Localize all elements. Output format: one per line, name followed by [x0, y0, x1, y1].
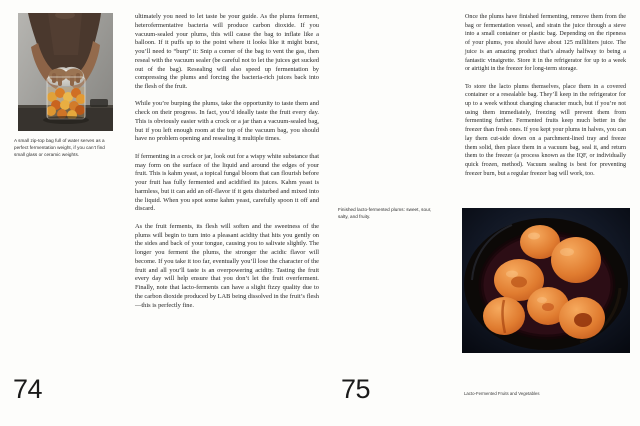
- left-photo-caption: A small zip-top bag full of water serves as a perfect fermentation weight, if you can’t find small glass or ceramic weights.: [14, 138, 105, 158]
- fermentation-weight-photo: [18, 13, 113, 131]
- running-footer: Lacto-Fermented Fruits and Vegetables: [464, 391, 540, 396]
- lacto-plums-photo-art: [462, 208, 630, 353]
- lacto-plums-photo: [462, 208, 630, 353]
- body-paragraph: If fermenting in a crock or jar, look out for a wispy white substance that may form on the surface of the liquid and around the edges of your fruit. This is kahm yeast, a topical fungal bloom that can flourish before your fruit has fully fermented and acidified its juices. Kahm yeast is harmless, but it can add an off-flavor if it gets disturbed and mixed into the liquid. When you spot some kahm yeast, carefully spoon it off and discard.: [135, 152, 319, 213]
- body-paragraph: ultimately you need to let taste be your guide. As the plums ferment, heterofermentative bacteria will produce carbon dioxide. If you vacuum-sealed your plums, this will cause the bag to inflate like a balloon. If it puffs up to the point where it looks like it might burst, you’ll need to “burp” it: Snip a corner of the bag to vent the gas, then reseal with the vacuum sealer (be careful not to let the juices get sucked out of the bag). Resealing will also speed up fermentation by compressing the plums and forcing the bacteria-rich juices back into the flesh of the fruit.: [135, 13, 319, 90]
- page-number-left: 74: [13, 374, 43, 404]
- body-paragraph: To store the lacto plums themselves, place them in a covered container or a resealable bag. They’ll keep in the refrigerator for up to a week without changing character much, but if you’re not using them immediately, freezing will prevent them from fermenting further. Fermented fruits keep much better in the freezer than fresh ones. If you kept your plums in halves, you can lay them cut-side down on a parchment-lined tray and freeze them solid, then place them in a vacuum bag, seal it, and return them to the freezer (a process known as the IQF, or individually quick frozen, method). Vacuum sealing is best for preventing freezer burn, but a regular freezer bag will work, too.: [465, 83, 626, 177]
- body-paragraph: As the fruit ferments, its flesh will soften and the sweetness of the plums will begin to turn into a pleasant acidity that hits you gently on the sides and back of your tongue, causing you to salivate slightly. The longer you ferment the plums, the stronger the acidic flavor will become. If you take it too far, eventually you’ll lose the character of the fruit and all you’ll taste is an overpowering acidity. Tasting the fruit every day will help ensure that you don’t let the fruit overferment. Finally, note that lacto-ferments can have a slight fizzy quality due to the carbon dioxide produced by LAB being dissolved in the fruit’s flesh—this is perfectly fine.: [135, 222, 319, 309]
- page-number-right: 75: [341, 374, 371, 404]
- body-paragraph: Once the plums have finished fermenting, remove them from the bag or fermentation vessel, and strain the juice through a sieve into a small container or plastic bag. Depending on the ripeness of your plums, you should have about 125 milliliters juice. The juice is an amazing product that’s already halfway to being a fantastic vinaigrette. Store it in the refrigerator for up to a week or airtight in the freezer for long-term storage.: [465, 14, 626, 73]
- right-photo-caption: Finished lacto-fermented plums: sweet, sour, salty, and fruity.: [338, 207, 432, 220]
- left-text-column: [135, 13, 319, 310]
- right-text-column: [465, 13, 626, 178]
- fermentation-weight-photo-art: [18, 13, 113, 131]
- body-paragraph: While you’re burping the plums, take the opportunity to taste them and check on their progress. In fact, you’d ideally taste the fruit every day. This is obviously easier with a crock or a jar than a vacuum-sealed bag, but if you left enough room at the top of the vacuum bag, you should have no problem opening and resealing it multiple times.: [135, 100, 319, 143]
